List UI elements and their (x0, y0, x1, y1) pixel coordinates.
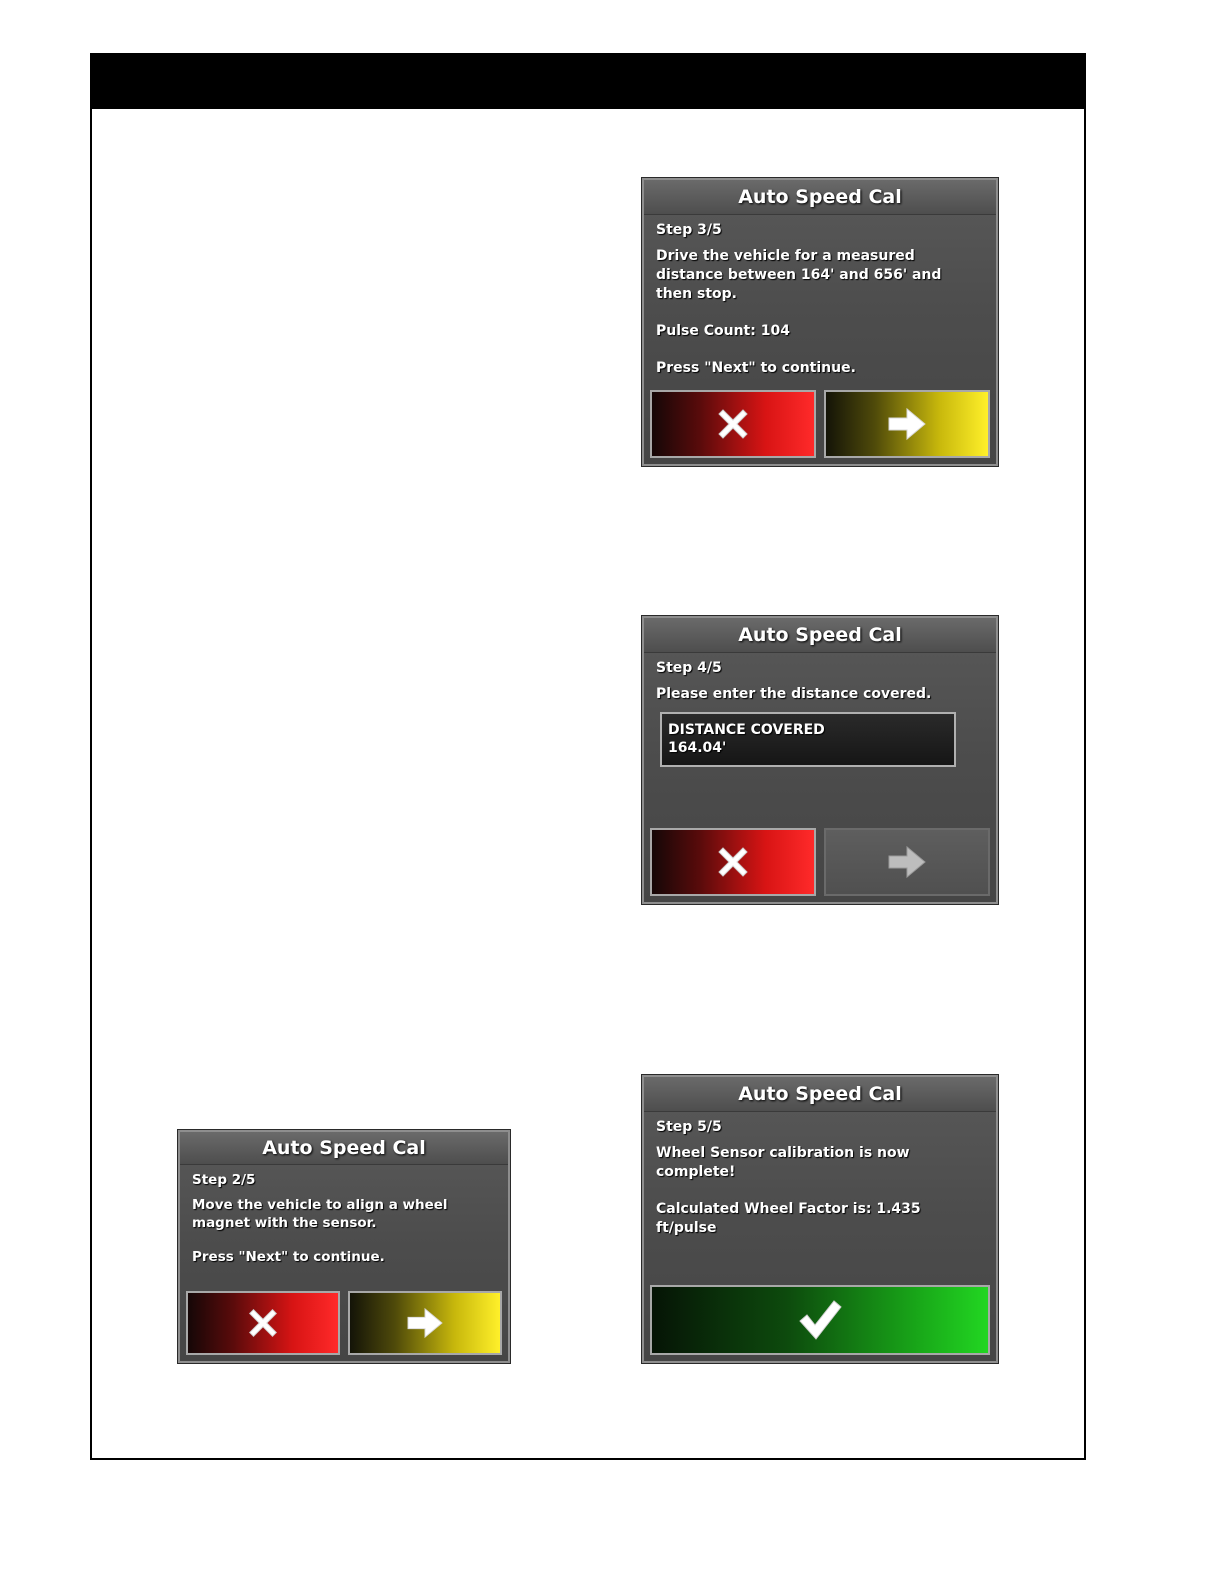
cancel-button[interactable] (650, 390, 816, 458)
dialog-body (644, 215, 996, 378)
wheel-factor-result: Calculated Wheel Factor is: 1.435 ft/pulse (656, 1201, 921, 1236)
step-indicator: Step 4/5 (656, 660, 722, 676)
dialog-body (644, 653, 996, 767)
auto-speed-cal-dialog-step-2 (178, 1130, 510, 1363)
button-row (650, 390, 990, 458)
button-row (650, 1285, 990, 1355)
arrow-right-icon (406, 1306, 444, 1340)
next-button[interactable] (824, 390, 990, 458)
auto-speed-cal-dialog-step-4 (642, 616, 998, 904)
close-icon (713, 842, 753, 882)
close-icon (713, 404, 753, 444)
instruction-text: Drive the vehicle for a measured distance between 164' and 656' and then stop. (656, 248, 942, 302)
dialog-body (644, 1112, 996, 1238)
arrow-right-icon (887, 844, 927, 880)
distance-covered-field[interactable] (660, 712, 956, 767)
instruction-text: Move the vehicle to align a wheel magnet with the sensor. (192, 1197, 448, 1231)
dialog-body (180, 1165, 508, 1266)
checkmark-icon (797, 1299, 843, 1341)
instruction-text: Please enter the distance covered. (656, 686, 932, 702)
next-button[interactable] (348, 1291, 502, 1355)
cancel-button[interactable] (186, 1291, 340, 1355)
dialog-title: Auto Speed Cal (644, 180, 996, 215)
auto-speed-cal-dialog-step-3 (642, 178, 998, 466)
step-indicator: Step 2/5 (192, 1172, 256, 1188)
continue-prompt: Press "Next" to continue. (192, 1249, 385, 1265)
button-row (186, 1291, 502, 1355)
dialog-title: Auto Speed Cal (644, 1077, 996, 1112)
step-indicator: Step 3/5 (656, 222, 722, 238)
pulse-count: Pulse Count: 104 (656, 323, 790, 339)
arrow-right-icon (887, 406, 927, 442)
distance-covered-label: DISTANCE COVERED (668, 722, 825, 738)
continue-prompt: Press "Next" to continue. (656, 360, 856, 376)
page-header-bar (92, 55, 1084, 109)
close-icon (244, 1304, 282, 1342)
button-row (650, 828, 990, 896)
auto-speed-cal-dialog-step-5 (642, 1075, 998, 1363)
step-indicator: Step 5/5 (656, 1119, 722, 1135)
confirm-button[interactable] (650, 1285, 990, 1355)
dialog-title: Auto Speed Cal (180, 1132, 508, 1165)
distance-covered-value: 164.04' (668, 740, 727, 756)
dialog-title: Auto Speed Cal (644, 618, 996, 653)
completion-message: Wheel Sensor calibration is now complete! (656, 1145, 910, 1180)
next-button-disabled[interactable] (824, 828, 990, 896)
cancel-button[interactable] (650, 828, 816, 896)
